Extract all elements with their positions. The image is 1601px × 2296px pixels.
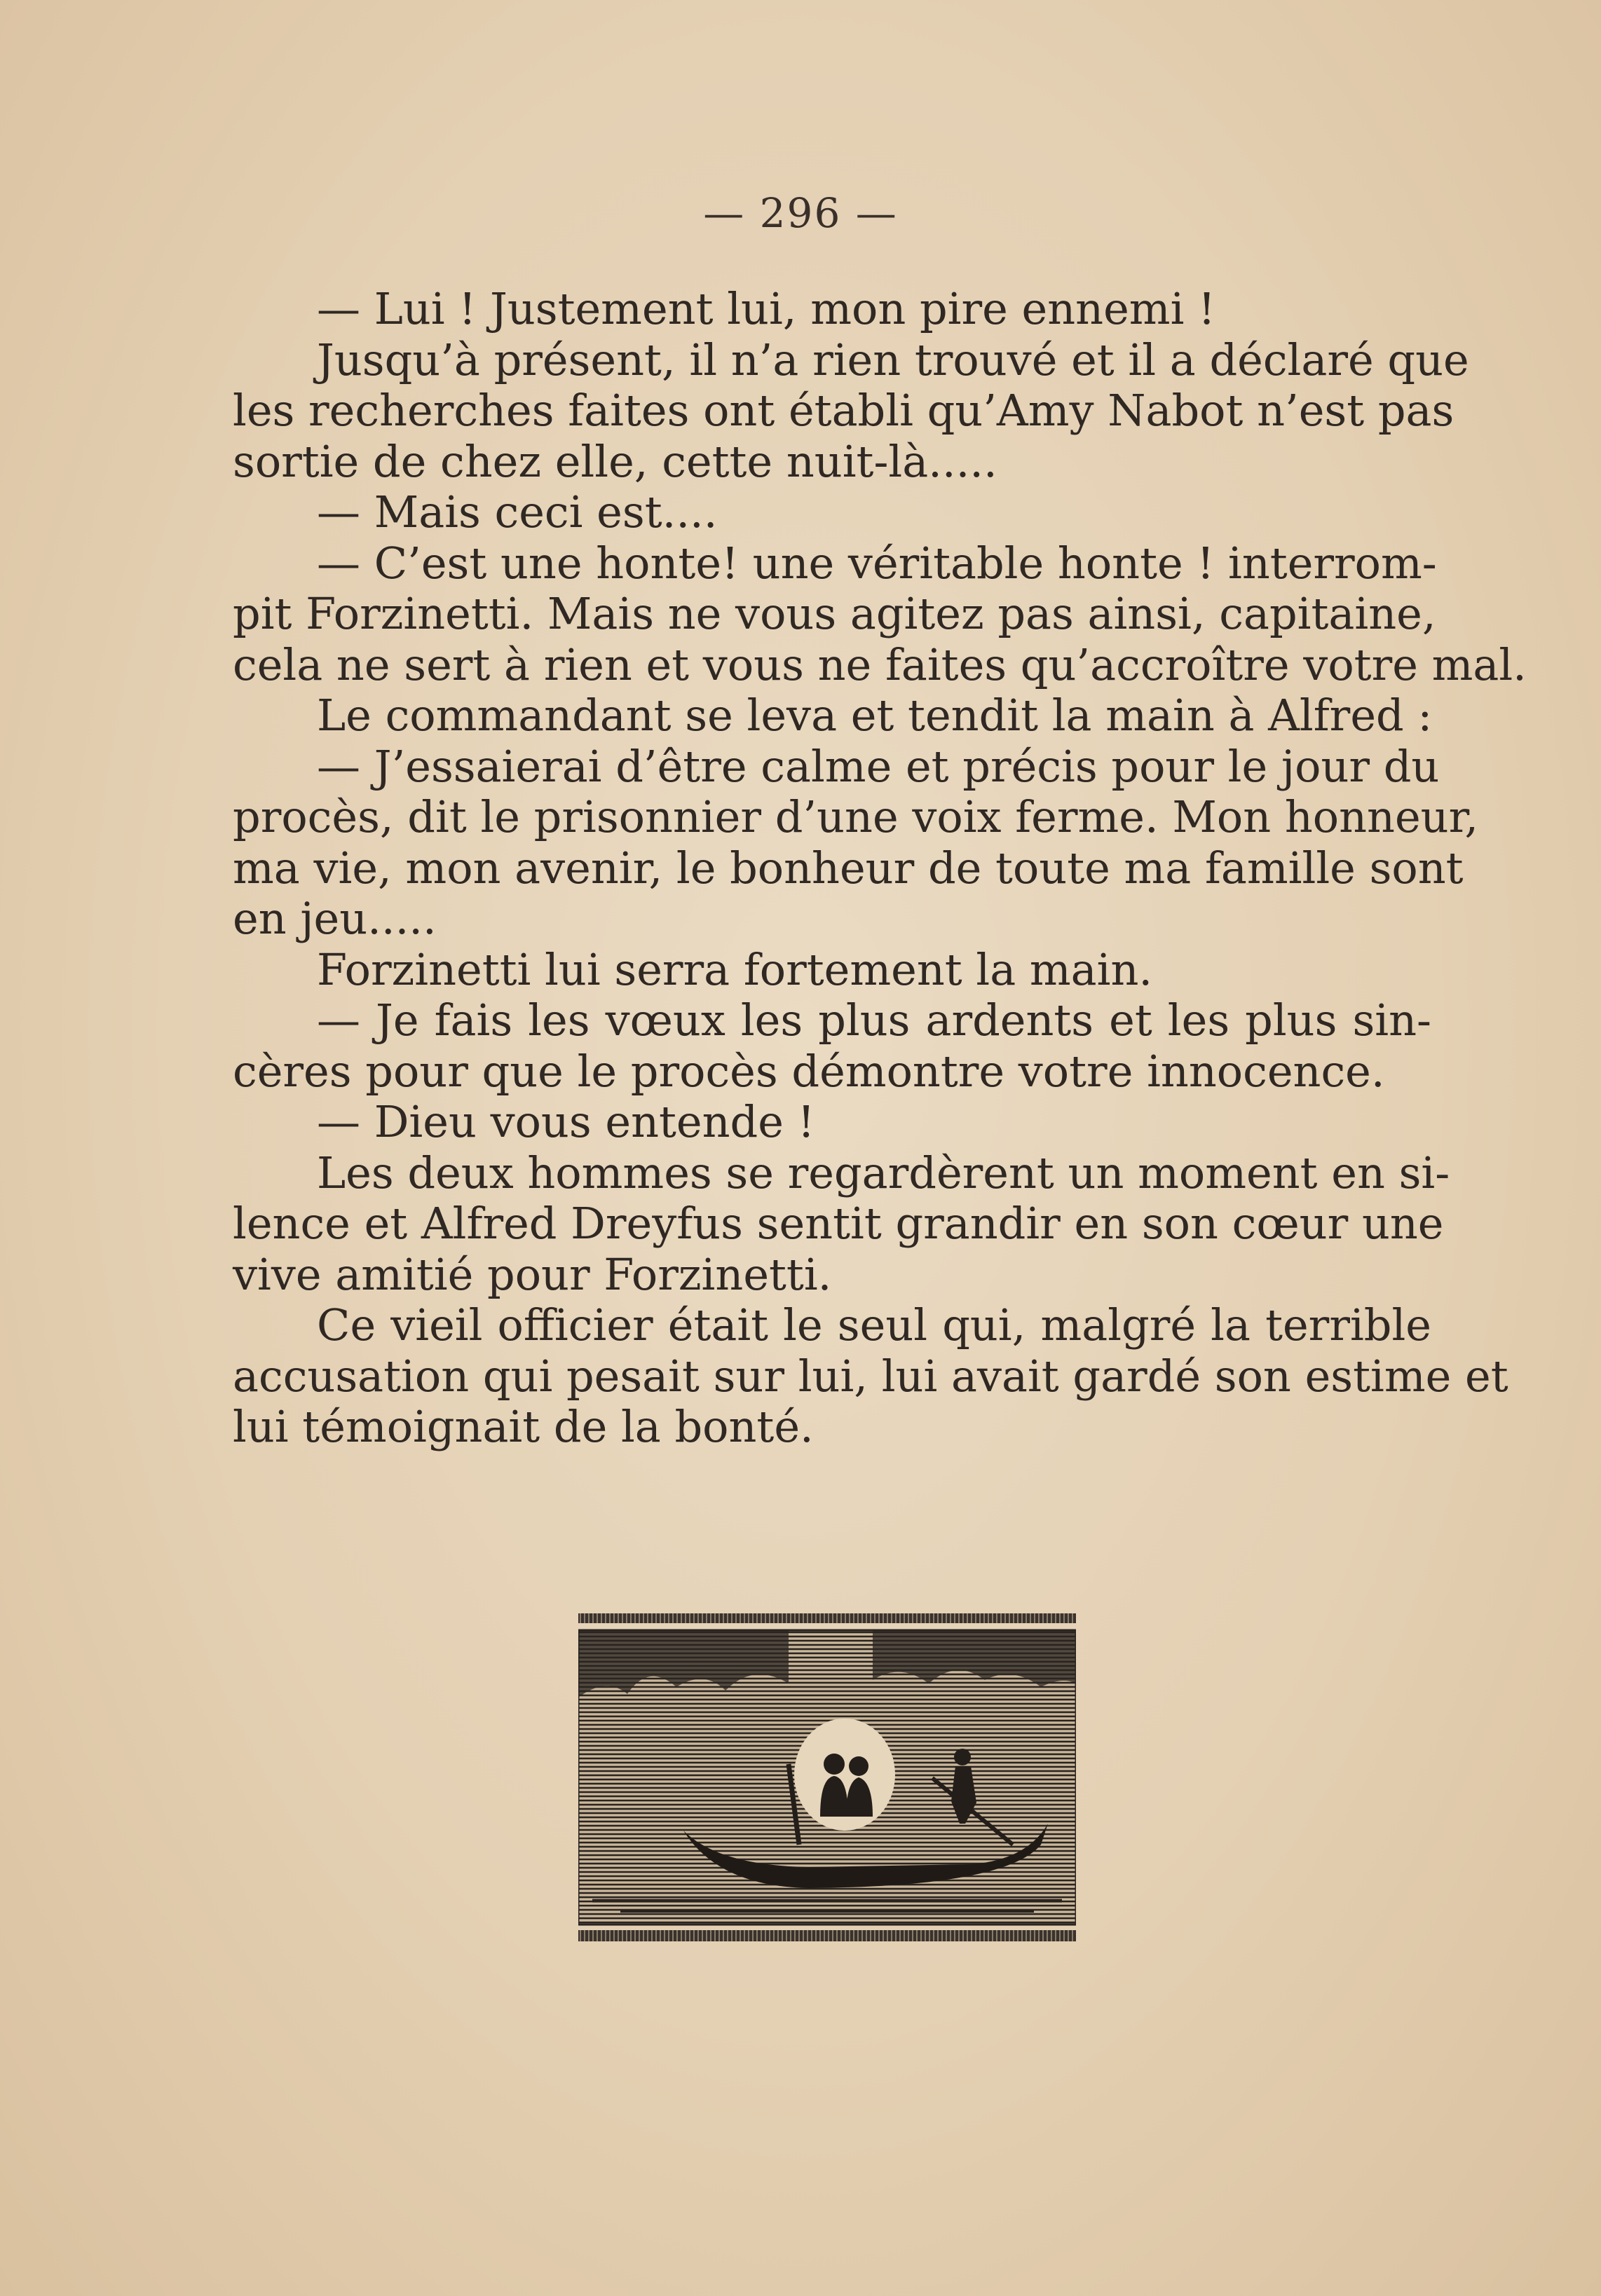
text-line: sortie de chez elle, cette nuit-là..... — [233, 435, 997, 487]
page-number: — 296 — — [703, 189, 898, 237]
text-line: cères pour que le procès démontre votre innocence. — [233, 1045, 1385, 1097]
text-line: pit Forzinetti. Mais ne vous agitez pas ainsi, capitaine, — [233, 588, 1436, 639]
text-line: vive amitié pour Forzinetti. — [233, 1248, 832, 1300]
text-line: Jusqu’à présent, il n’a rien trouvé et il a déclaré que — [317, 334, 1469, 385]
text-line: cela ne sert à rien et vous ne faites qu’accroître votre mal. — [233, 638, 1527, 690]
vignette-bottom-border — [578, 1930, 1076, 1941]
text-line: — Dieu vous entende ! — [317, 1096, 815, 1147]
text-line: — Je fais les vœux les plus ardents et les plus sin- — [317, 995, 1431, 1046]
text-line: Forzinetti lui serra fortement la main. — [317, 943, 1153, 995]
text-line: Les deux hommes se regardèrent un moment en si- — [317, 1147, 1450, 1198]
gondolier-head — [954, 1749, 971, 1765]
text-line: — J’essaierai d’être calme et précis pour le jour du — [317, 740, 1440, 792]
vignette-top-border — [578, 1613, 1076, 1623]
text-line: — Mais ceci est.... — [317, 486, 718, 538]
text-line: — C’est une honte! une véritable honte ! interrom- — [317, 537, 1437, 589]
text-line: Ce vieil officier était le seul qui, malgré la terrible — [317, 1299, 1431, 1351]
text-line: — Lui ! Justement lui, mon pire ennemi ! — [317, 283, 1216, 334]
text-line: procès, dit le prisonnier d’une voix ferme. Mon honneur, — [233, 791, 1479, 842]
text-line: les recherches faites ont établi qu’Amy Nabot n’est pas — [233, 385, 1454, 436]
gondola-vignette-illustration — [578, 1613, 1076, 1943]
text-line: ma vie, mon avenir, le bonheur de toute ma famille sont — [233, 842, 1464, 894]
text-line: lui témoignait de la bonté. — [233, 1401, 814, 1452]
figure-head — [849, 1756, 868, 1776]
text-line: en jeu..... — [233, 893, 437, 944]
body-text — [233, 283, 1527, 1453]
text-line: accusation qui pesait sur lui, lui avait gardé son estime et — [233, 1350, 1508, 1402]
text-line: Le commandant se leva et tendit la main à Alfred : — [317, 690, 1433, 741]
text-line: lence et Alfred Dreyfus sentit grandir en son cœur une — [233, 1198, 1444, 1249]
figure-head — [824, 1754, 845, 1775]
